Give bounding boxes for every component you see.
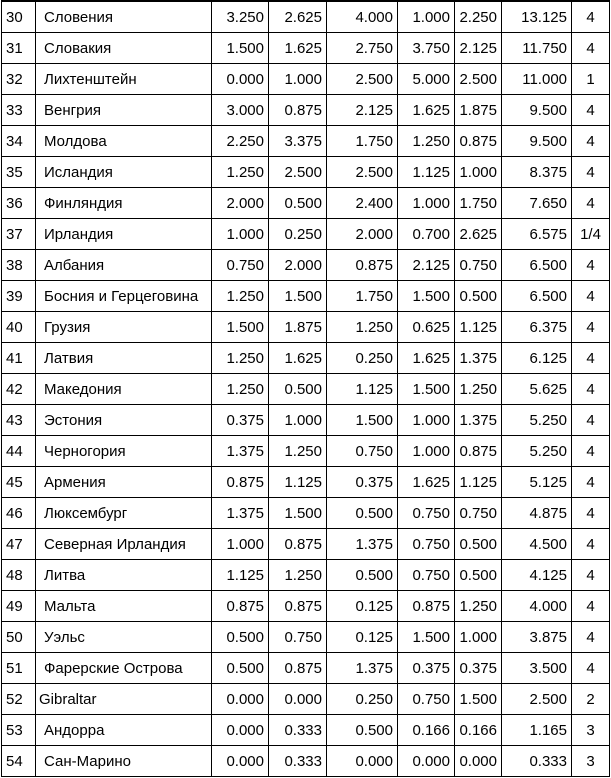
country-cell: Албания (36, 250, 212, 281)
season-3-cell: 0.250 (327, 343, 398, 374)
rank-cell: 53 (2, 715, 36, 746)
season-4-cell: 0.375 (398, 653, 455, 684)
season-2-cell: 1.250 (269, 436, 327, 467)
table-row (2, 219, 610, 250)
season-4-cell: 0.750 (398, 560, 455, 591)
season-3-cell: 1.125 (327, 374, 398, 405)
slots-cell: 4 (572, 405, 610, 436)
total-cell: 6.500 (502, 281, 572, 312)
season-1-cell: 1.250 (212, 157, 269, 188)
table-row (2, 126, 610, 157)
season-3-cell: 0.375 (327, 467, 398, 498)
season-5-cell: 2.250 (455, 1, 502, 33)
slots-cell: 4 (572, 374, 610, 405)
season-3-cell: 0.000 (327, 746, 398, 777)
season-1-cell: 1.500 (212, 33, 269, 64)
season-4-cell: 1.625 (398, 95, 455, 126)
table-row (2, 684, 610, 715)
season-3-cell: 0.750 (327, 436, 398, 467)
table-row (2, 281, 610, 312)
season-5-cell: 0.500 (455, 281, 502, 312)
season-1-cell: 3.250 (212, 1, 269, 33)
season-2-cell: 0.750 (269, 622, 327, 653)
season-5-cell: 1.750 (455, 188, 502, 219)
rank-cell: 44 (2, 436, 36, 467)
table-row (2, 560, 610, 591)
table-row (2, 64, 610, 95)
season-2-cell: 1.000 (269, 64, 327, 95)
season-5-cell: 1.875 (455, 95, 502, 126)
total-cell: 0.333 (502, 746, 572, 777)
total-cell: 8.375 (502, 157, 572, 188)
table-row (2, 653, 610, 684)
season-4-cell: 0.000 (398, 746, 455, 777)
season-5-cell: 0.000 (455, 746, 502, 777)
season-4-cell: 1.000 (398, 436, 455, 467)
season-2-cell: 0.250 (269, 219, 327, 250)
rank-cell: 47 (2, 529, 36, 560)
slots-cell: 3 (572, 746, 610, 777)
season-4-cell: 5.000 (398, 64, 455, 95)
slots-cell: 4 (572, 312, 610, 343)
season-2-cell: 1.125 (269, 467, 327, 498)
season-2-cell: 1.500 (269, 281, 327, 312)
season-1-cell: 1.250 (212, 281, 269, 312)
season-5-cell: 2.500 (455, 64, 502, 95)
table-row (2, 312, 610, 343)
country-cell: Фарерские Острова (36, 653, 212, 684)
table-row (2, 746, 610, 777)
season-2-cell: 0.333 (269, 746, 327, 777)
season-4-cell: 0.750 (398, 529, 455, 560)
slots-cell: 4 (572, 1, 610, 33)
country-cell: Лихтенштейн (36, 64, 212, 95)
slots-cell: 4 (572, 188, 610, 219)
total-cell: 3.875 (502, 622, 572, 653)
season-1-cell: 0.500 (212, 653, 269, 684)
season-5-cell: 0.875 (455, 436, 502, 467)
country-cell: Эстония (36, 405, 212, 436)
rank-cell: 50 (2, 622, 36, 653)
total-cell: 1.165 (502, 715, 572, 746)
season-4-cell: 1.250 (398, 126, 455, 157)
season-3-cell: 4.000 (327, 1, 398, 33)
slots-cell: 4 (572, 498, 610, 529)
rank-cell: 32 (2, 64, 36, 95)
table-row (2, 529, 610, 560)
country-cell: Литва (36, 560, 212, 591)
season-3-cell: 2.000 (327, 219, 398, 250)
season-1-cell: 1.375 (212, 436, 269, 467)
slots-cell: 4 (572, 157, 610, 188)
table-row (2, 343, 610, 374)
season-1-cell: 1.000 (212, 529, 269, 560)
season-1-cell: 0.500 (212, 622, 269, 653)
rank-cell: 49 (2, 591, 36, 622)
country-cell: Словакия (36, 33, 212, 64)
season-4-cell: 1.500 (398, 622, 455, 653)
country-cell: Андорра (36, 715, 212, 746)
season-2-cell: 1.625 (269, 33, 327, 64)
season-3-cell: 0.125 (327, 591, 398, 622)
table-row (2, 436, 610, 467)
season-1-cell: 0.875 (212, 467, 269, 498)
rank-cell: 37 (2, 219, 36, 250)
season-3-cell: 0.500 (327, 498, 398, 529)
country-cell: Латвия (36, 343, 212, 374)
rank-cell: 45 (2, 467, 36, 498)
total-cell: 6.125 (502, 343, 572, 374)
slots-cell: 4 (572, 281, 610, 312)
season-5-cell: 0.500 (455, 529, 502, 560)
season-3-cell: 2.500 (327, 157, 398, 188)
season-2-cell: 0.875 (269, 95, 327, 126)
season-4-cell: 0.875 (398, 591, 455, 622)
season-5-cell: 0.750 (455, 250, 502, 281)
slots-cell: 4 (572, 33, 610, 64)
season-2-cell: 2.625 (269, 1, 327, 33)
country-cell: Сан-Марино (36, 746, 212, 777)
rank-cell: 41 (2, 343, 36, 374)
rank-cell: 38 (2, 250, 36, 281)
rank-cell: 35 (2, 157, 36, 188)
season-3-cell: 1.250 (327, 312, 398, 343)
table-row (2, 1, 610, 33)
rank-cell: 43 (2, 405, 36, 436)
season-2-cell: 0.875 (269, 653, 327, 684)
season-2-cell: 0.333 (269, 715, 327, 746)
season-1-cell: 0.000 (212, 715, 269, 746)
season-2-cell: 0.875 (269, 529, 327, 560)
season-5-cell: 1.000 (455, 157, 502, 188)
slots-cell: 1 (572, 64, 610, 95)
season-5-cell: 1.375 (455, 343, 502, 374)
season-4-cell: 1.000 (398, 188, 455, 219)
season-1-cell: 1.000 (212, 219, 269, 250)
rank-cell: 40 (2, 312, 36, 343)
season-3-cell: 0.250 (327, 684, 398, 715)
total-cell: 9.500 (502, 95, 572, 126)
season-3-cell: 1.375 (327, 653, 398, 684)
slots-cell: 4 (572, 529, 610, 560)
country-cell: Грузия (36, 312, 212, 343)
table-row (2, 374, 610, 405)
rank-cell: 46 (2, 498, 36, 529)
season-2-cell: 0.000 (269, 684, 327, 715)
season-1-cell: 1.375 (212, 498, 269, 529)
season-2-cell: 0.875 (269, 591, 327, 622)
season-2-cell: 3.375 (269, 126, 327, 157)
season-2-cell: 1.000 (269, 405, 327, 436)
season-2-cell: 0.500 (269, 374, 327, 405)
slots-cell: 4 (572, 591, 610, 622)
season-5-cell: 0.166 (455, 715, 502, 746)
rank-cell: 36 (2, 188, 36, 219)
season-4-cell: 0.750 (398, 498, 455, 529)
season-1-cell: 0.000 (212, 746, 269, 777)
table-row (2, 33, 610, 64)
season-4-cell: 0.750 (398, 684, 455, 715)
country-cell: Словения (36, 1, 212, 33)
season-3-cell: 2.500 (327, 64, 398, 95)
season-3-cell: 1.500 (327, 405, 398, 436)
season-2-cell: 1.250 (269, 560, 327, 591)
rank-cell: 34 (2, 126, 36, 157)
season-5-cell: 0.875 (455, 126, 502, 157)
season-5-cell: 0.500 (455, 560, 502, 591)
season-4-cell: 1.625 (398, 467, 455, 498)
season-4-cell: 1.625 (398, 343, 455, 374)
country-cell: Уэльс (36, 622, 212, 653)
table-row (2, 95, 610, 126)
table-row (2, 157, 610, 188)
total-cell: 4.000 (502, 591, 572, 622)
slots-cell: 4 (572, 126, 610, 157)
total-cell: 6.500 (502, 250, 572, 281)
table-row (2, 250, 610, 281)
season-4-cell: 1.500 (398, 374, 455, 405)
season-5-cell: 0.750 (455, 498, 502, 529)
total-cell: 6.375 (502, 312, 572, 343)
season-2-cell: 1.500 (269, 498, 327, 529)
table-row (2, 405, 610, 436)
rank-cell: 48 (2, 560, 36, 591)
season-4-cell: 0.700 (398, 219, 455, 250)
slots-cell: 4 (572, 436, 610, 467)
total-cell: 5.250 (502, 405, 572, 436)
slots-cell: 4 (572, 622, 610, 653)
table-row (2, 591, 610, 622)
season-3-cell: 2.400 (327, 188, 398, 219)
slots-cell: 4 (572, 653, 610, 684)
season-3-cell: 2.750 (327, 33, 398, 64)
country-cell: Финляндия (36, 188, 212, 219)
season-3-cell: 2.125 (327, 95, 398, 126)
season-1-cell: 0.000 (212, 684, 269, 715)
country-cell: Gibraltar (36, 684, 212, 715)
season-2-cell: 1.875 (269, 312, 327, 343)
slots-cell: 1/4 (572, 219, 610, 250)
season-2-cell: 2.500 (269, 157, 327, 188)
rank-cell: 33 (2, 95, 36, 126)
table-row (2, 622, 610, 653)
season-5-cell: 2.625 (455, 219, 502, 250)
season-2-cell: 2.000 (269, 250, 327, 281)
coefficient-table (1, 0, 610, 777)
country-cell: Исландия (36, 157, 212, 188)
season-3-cell: 0.875 (327, 250, 398, 281)
country-cell: Северная Ирландия (36, 529, 212, 560)
season-5-cell: 1.250 (455, 374, 502, 405)
season-1-cell: 3.000 (212, 95, 269, 126)
season-4-cell: 1.125 (398, 157, 455, 188)
season-5-cell: 2.125 (455, 33, 502, 64)
total-cell: 5.125 (502, 467, 572, 498)
season-4-cell: 0.166 (398, 715, 455, 746)
total-cell: 5.625 (502, 374, 572, 405)
rank-cell: 39 (2, 281, 36, 312)
total-cell: 3.500 (502, 653, 572, 684)
season-5-cell: 1.500 (455, 684, 502, 715)
table-row (2, 467, 610, 498)
season-3-cell: 0.125 (327, 622, 398, 653)
total-cell: 7.650 (502, 188, 572, 219)
country-cell: Венгрия (36, 95, 212, 126)
season-5-cell: 1.125 (455, 467, 502, 498)
season-3-cell: 0.500 (327, 715, 398, 746)
total-cell: 5.250 (502, 436, 572, 467)
rank-cell: 52 (2, 684, 36, 715)
rank-cell: 54 (2, 746, 36, 777)
country-cell: Мальта (36, 591, 212, 622)
season-4-cell: 1.000 (398, 405, 455, 436)
rank-cell: 51 (2, 653, 36, 684)
table-body (2, 1, 610, 777)
total-cell: 2.500 (502, 684, 572, 715)
rank-cell: 30 (2, 1, 36, 33)
country-cell: Армения (36, 467, 212, 498)
season-1-cell: 0.000 (212, 64, 269, 95)
season-1-cell: 0.750 (212, 250, 269, 281)
season-1-cell: 1.250 (212, 343, 269, 374)
rank-cell: 42 (2, 374, 36, 405)
total-cell: 4.125 (502, 560, 572, 591)
slots-cell: 4 (572, 343, 610, 374)
season-2-cell: 0.500 (269, 188, 327, 219)
total-cell: 4.500 (502, 529, 572, 560)
season-3-cell: 1.750 (327, 281, 398, 312)
slots-cell: 4 (572, 560, 610, 591)
season-3-cell: 1.750 (327, 126, 398, 157)
season-5-cell: 0.375 (455, 653, 502, 684)
season-1-cell: 1.250 (212, 374, 269, 405)
season-1-cell: 0.375 (212, 405, 269, 436)
season-5-cell: 1.250 (455, 591, 502, 622)
season-4-cell: 2.125 (398, 250, 455, 281)
total-cell: 11.750 (502, 33, 572, 64)
total-cell: 11.000 (502, 64, 572, 95)
slots-cell: 4 (572, 95, 610, 126)
season-5-cell: 1.375 (455, 405, 502, 436)
slots-cell: 4 (572, 467, 610, 498)
country-cell: Македония (36, 374, 212, 405)
season-4-cell: 1.500 (398, 281, 455, 312)
total-cell: 4.875 (502, 498, 572, 529)
slots-cell: 2 (572, 684, 610, 715)
slots-cell: 4 (572, 250, 610, 281)
country-cell: Молдова (36, 126, 212, 157)
season-3-cell: 0.500 (327, 560, 398, 591)
table-row (2, 188, 610, 219)
season-2-cell: 1.625 (269, 343, 327, 374)
country-cell: Люксембург (36, 498, 212, 529)
season-4-cell: 1.000 (398, 1, 455, 33)
season-3-cell: 1.375 (327, 529, 398, 560)
table-row (2, 498, 610, 529)
season-1-cell: 2.250 (212, 126, 269, 157)
season-1-cell: 0.875 (212, 591, 269, 622)
season-4-cell: 0.625 (398, 312, 455, 343)
season-5-cell: 1.000 (455, 622, 502, 653)
country-cell: Черногория (36, 436, 212, 467)
total-cell: 13.125 (502, 1, 572, 33)
season-1-cell: 1.125 (212, 560, 269, 591)
total-cell: 9.500 (502, 126, 572, 157)
season-4-cell: 3.750 (398, 33, 455, 64)
slots-cell: 3 (572, 715, 610, 746)
table-row (2, 715, 610, 746)
season-1-cell: 1.500 (212, 312, 269, 343)
country-cell: Ирландия (36, 219, 212, 250)
country-cell: Босния и Герцеговина (36, 281, 212, 312)
total-cell: 6.575 (502, 219, 572, 250)
rank-cell: 31 (2, 33, 36, 64)
season-1-cell: 2.000 (212, 188, 269, 219)
season-5-cell: 1.125 (455, 312, 502, 343)
